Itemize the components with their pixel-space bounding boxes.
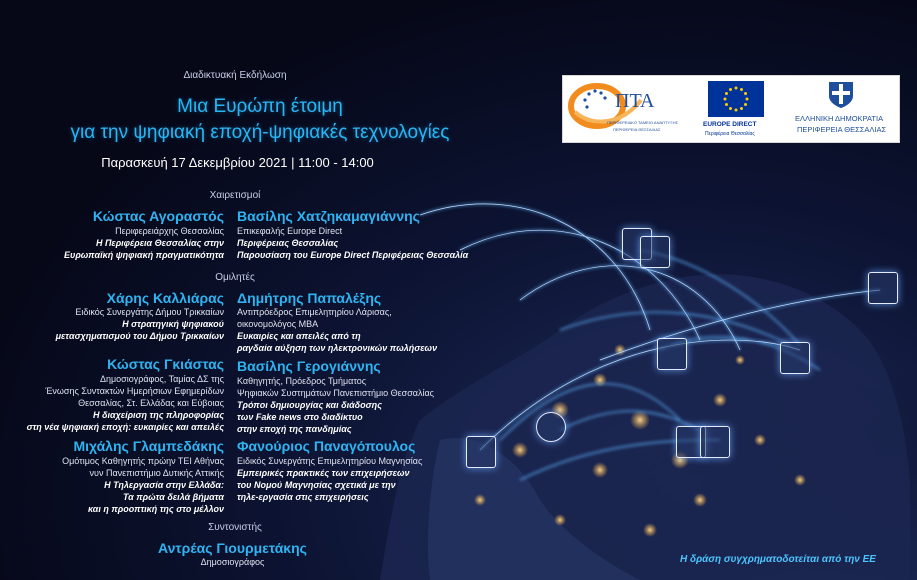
speaker-topic: Η διαχείριση της πληροφορίας bbox=[93, 410, 224, 420]
eu-star-icon bbox=[724, 98, 727, 101]
speaker-topic: στη νέα ψηφιακή εποχή: ευκαιρίες και απειλές bbox=[26, 422, 224, 432]
moderator-info: Δημοσιογράφος bbox=[200, 557, 265, 567]
tablet-icon bbox=[640, 236, 670, 268]
speaker-info: Καθηγητής, Πρόεδρος Τμήματος bbox=[237, 376, 367, 386]
speaker-info: Ψηφιακών Συστημάτων Πανεπιστήμιο Θεσσαλίας bbox=[237, 388, 435, 398]
speaker-name: Βασίλης Γερογιάννης bbox=[237, 358, 381, 374]
speaker-name: Δημήτρης Παπαλέξης bbox=[237, 290, 382, 306]
eu-star-icon bbox=[725, 103, 728, 106]
speaker-name: Φανούριος Παναγόπουλος bbox=[237, 438, 416, 454]
speaker-topic: στην εποχή της πανδημίας bbox=[237, 424, 352, 434]
speaker-info: Ένωσης Συντακτών Ημερήσιων Εφημερίδων bbox=[45, 386, 224, 396]
speaker-name: Χάρης Καλλιάρας bbox=[106, 290, 224, 306]
eu-flag-icon bbox=[708, 81, 764, 117]
speaker-topic: Παρουσίαση του Europe Direct Περιφέρειας Θεσσαλία bbox=[237, 250, 469, 260]
user-profile-icon bbox=[466, 436, 496, 468]
speaker-topic: μετασχηματισμού του Δήμου Τρικκαίων bbox=[55, 331, 224, 341]
speaker-info: Ειδικός Συνεργάτης Δήμου Τρικκαίων bbox=[75, 307, 224, 317]
hellenic-republic-logo bbox=[789, 76, 897, 142]
speaker-topic: Περιφέρειας Θεσσαλίας bbox=[237, 238, 339, 248]
speaker-topic: Ευκαιρίες και απειλές από τη bbox=[237, 331, 361, 341]
speaker-info: νυν Πανεπιστήμιο Δυτικής Αττικής bbox=[89, 468, 224, 478]
pta-logo-text: ΠΤΑ bbox=[615, 90, 655, 112]
greek-coat-of-arms-icon bbox=[827, 80, 855, 110]
speaker-info: Ειδικός Συνεργάτης Επιμελητηρίου Μαγνησίας bbox=[237, 456, 423, 466]
speaker-topic: Εμπειρικές πρακτικές των επιχειρήσεων bbox=[237, 468, 410, 478]
eu-star-icon bbox=[740, 107, 743, 110]
speaker-name: Βασίλης Χατζηκαμαγιάννης bbox=[237, 208, 420, 224]
speaker-info: οικονομολόγος MBA bbox=[237, 319, 319, 329]
speaker-topic: ραγδαία αύξηση των ηλεκτρονικών πωλήσεων bbox=[237, 343, 438, 353]
europe-direct-title: EUROPE DIRECT bbox=[703, 121, 757, 128]
event-date-time: Παρασκευή 17 Δεκεμβρίου 2021 | 11:00 - 14:00 bbox=[101, 155, 374, 170]
speaker-topic: και η προοπτική της στο μέλλον bbox=[88, 504, 224, 514]
eu-star-icon bbox=[744, 103, 747, 106]
euro-icon bbox=[536, 412, 566, 442]
speaker-name: Μιχάλης Γλαμπεδάκης bbox=[73, 438, 224, 454]
pta-logo bbox=[563, 76, 679, 142]
speaker-topic: Τρόποι δημιουργίας και διάδοσης bbox=[237, 400, 382, 410]
eu-star-icon bbox=[744, 92, 747, 95]
eu-star-icon bbox=[740, 88, 743, 91]
moderator-name: Αντρέας Γιουρμετάκης bbox=[158, 540, 307, 556]
email-icon bbox=[700, 426, 730, 458]
speaker-topic: των Fake news στο διαδίκτυο bbox=[237, 412, 363, 422]
gov-line-2: ΠΕΡΙΦΕΡΕΙΑ ΘΕΣΣΑΛΙΑΣ bbox=[797, 125, 887, 134]
section-label-moderator: Συντονιστής bbox=[208, 522, 262, 533]
speaker-info: Δημοσιογράφος, Ταμίας ΔΣ της bbox=[99, 374, 224, 384]
eu-star-icon bbox=[746, 98, 749, 101]
eu-star-icon bbox=[729, 107, 732, 110]
gov-line-1: ΕΛΛΗΝΙΚΗ ΔΗΜΟΚΡΑΤΙΑ bbox=[795, 114, 884, 123]
title-line-2: για την ψηφιακή εποχή-ψηφιακές τεχνολογίες bbox=[70, 122, 450, 143]
europe-direct-logo bbox=[703, 76, 769, 142]
pta-logo-subtitle: ΠΕΡΙΦΕΡΕΙΑ ΘΕΣΣΑΛΙΑΣ bbox=[613, 127, 661, 132]
title-line-1: Μια Ευρώπη έτοιμη bbox=[177, 96, 343, 117]
section-label-speakers: Ομιλητές bbox=[215, 272, 255, 283]
speaker-topic: Η Περιφέρεια Θεσσαλίας στην bbox=[95, 238, 224, 248]
speaker-topic: Η στρατηγική ψηφιακού bbox=[122, 319, 224, 329]
eu-star-icon bbox=[735, 109, 738, 112]
speaker-name: Κώστας Γκιάστας bbox=[107, 356, 224, 372]
display-icon bbox=[780, 342, 810, 374]
eu-star-icon bbox=[729, 88, 732, 91]
funding-note: Η δράση συγχρηματοδοτείται από την ΕΕ bbox=[680, 554, 876, 565]
speaker-name: Κώστας Αγοραστός bbox=[92, 208, 224, 224]
speaker-info: Θεσσαλίας, Στ. Ελλάδας και Εύβοιας bbox=[78, 398, 224, 408]
partner-logos-panel bbox=[562, 75, 900, 143]
speaker-topic: του Νομού Μαγνησίας σχετικά με την bbox=[237, 480, 396, 490]
speaker-topic: τηλε-εργασία στις επιχειρήσεις bbox=[237, 492, 369, 502]
eu-star-icon bbox=[725, 92, 728, 95]
event-type: Διαδικτυακή Εκδήλωση bbox=[183, 70, 287, 81]
speaker-info: Επικεφαλής Europe Direct bbox=[237, 226, 343, 236]
speaker-info: Αντιπρόεδρος Επιμελητηρίου Λάρισας, bbox=[237, 307, 392, 317]
speaker-topic: Τα πρώτα δειλά βήματα bbox=[123, 492, 224, 502]
eu-star-icon bbox=[735, 87, 738, 90]
speaker-info: Περιφερειάρχης Θεσσαλίας bbox=[115, 226, 224, 236]
user-profile-icon bbox=[868, 272, 898, 304]
speaker-topic: Η Τηλεργασία στην Ελλάδα: bbox=[104, 480, 224, 490]
phone-icon bbox=[657, 338, 687, 370]
section-label-greetings: Χαιρετισμοί bbox=[209, 190, 261, 201]
speaker-topic: Ευρωπαϊκή ψηφιακή πραγματικότητα bbox=[64, 250, 224, 260]
europe-direct-subtitle: Περιφέρεια Θεσσαλίας bbox=[705, 131, 755, 137]
speaker-info: Ομότιμος Καθηγητής πρώην ΤΕΙ Αθήνας bbox=[62, 456, 224, 466]
pta-logo-subtitle: ΠΕΡΙΦΕΡΕΙΑΚΟ ΤΑΜΕΙΟ ΑΝΑΠΤΥΞΗΣ bbox=[607, 120, 679, 125]
